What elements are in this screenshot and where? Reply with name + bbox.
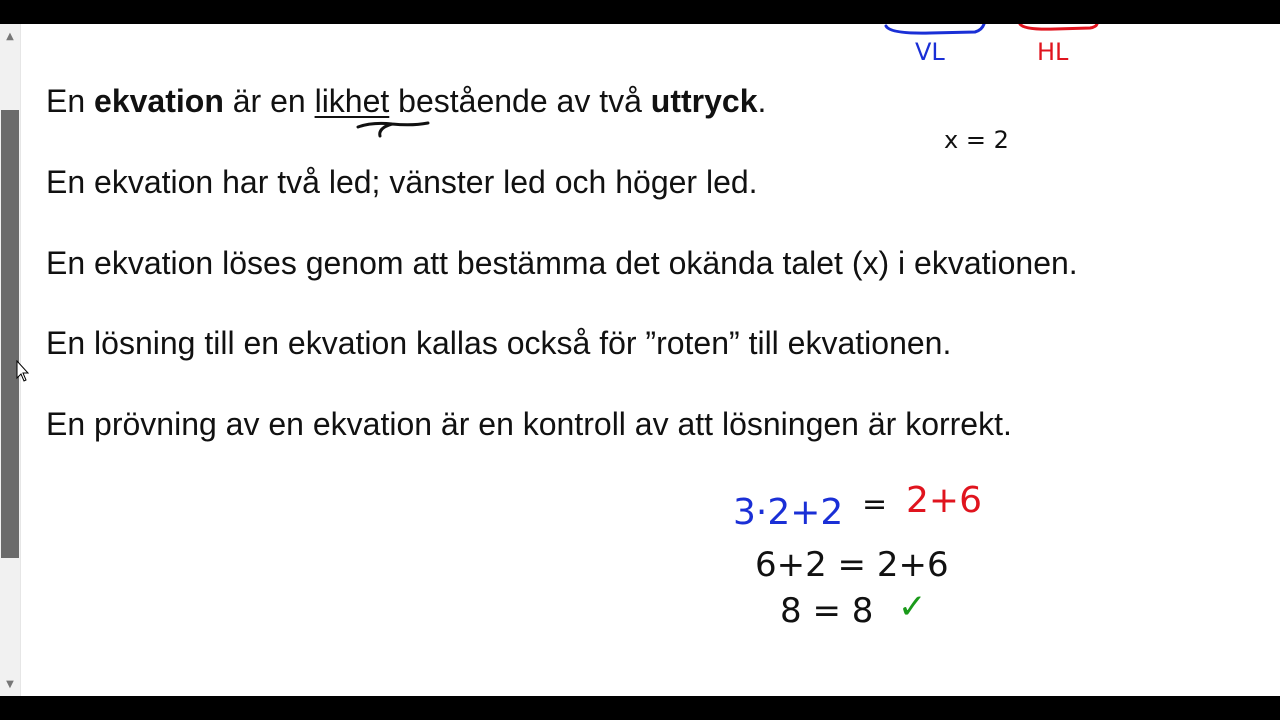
term-ekvation: ekvation — [94, 83, 224, 119]
check-eq2: 6+2 = 2+6 — [755, 545, 949, 585]
mouse-pointer-icon — [16, 360, 32, 384]
text-segment: . — [757, 83, 767, 119]
term-uttryck: uttryck — [650, 83, 758, 119]
vl-bracket — [886, 24, 984, 33]
check-eq1-left: 3·2+2 — [733, 492, 844, 533]
vl-label: VL — [915, 38, 945, 66]
x-equals-two: x = 2 — [944, 126, 1009, 154]
term-likhet: likhet — [314, 83, 390, 119]
definition-line-verification: En prövning av en ekvation är en kontroll av att lösningen är korrekt. — [46, 406, 1012, 442]
scroll-up-icon[interactable]: ▲ — [6, 30, 14, 42]
check-eq1-right: 2+6 — [906, 480, 982, 521]
text-segment: bestående av två — [389, 83, 651, 119]
definition-line-solving: En ekvation löses genom att bestämma det okända talet (x) i ekvationen. — [46, 245, 1078, 281]
definition-line-equation — [46, 81, 766, 121]
hl-label: HL — [1037, 38, 1069, 66]
likhet-underline-mark — [358, 123, 428, 136]
hl-bracket — [1020, 24, 1097, 29]
definition-line-root: En lösning till en ekvation kallas också för ”roten” till ekvationen. — [46, 325, 952, 361]
scroll-down-icon[interactable]: ▼ — [6, 678, 14, 690]
top-letterbox-bar — [0, 0, 1280, 24]
scroll-thumb[interactable] — [1, 110, 19, 558]
text-segment: är en — [223, 83, 315, 119]
checkmark-icon: ✓ — [898, 587, 927, 627]
text-segment: En — [46, 83, 95, 119]
check-eq1-equals: = — [862, 487, 888, 522]
document-page — [0, 24, 1280, 696]
check-eq3: 8 = 8 — [780, 591, 874, 631]
bottom-letterbox-bar — [0, 696, 1280, 720]
definition-line-sides: En ekvation har två led; vänster led och höger led. — [46, 164, 758, 200]
